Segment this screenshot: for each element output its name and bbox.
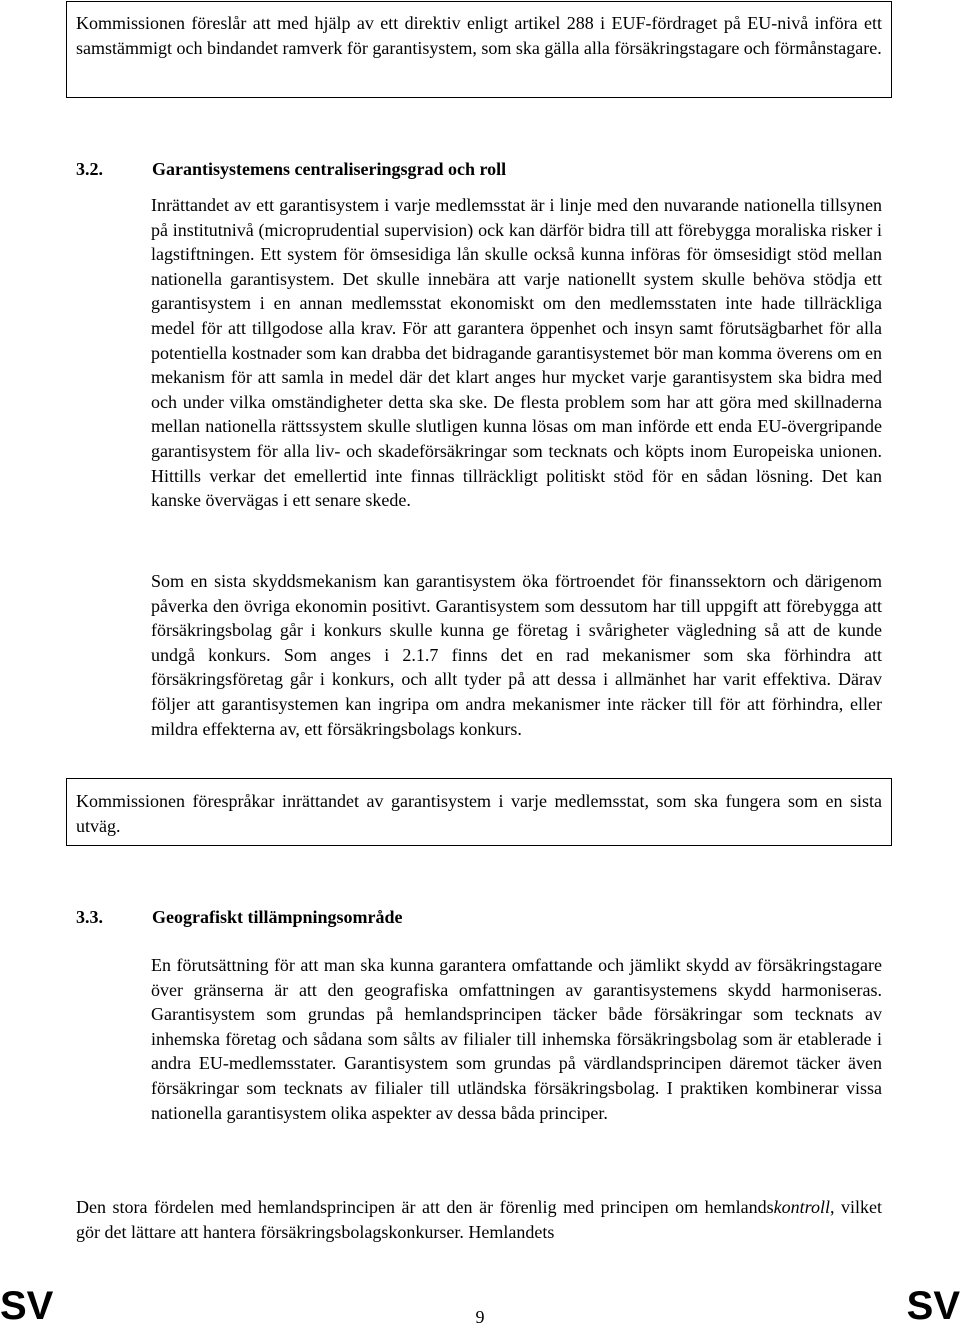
body-paragraph: En förutsättning för att man ska kunna garantera omfattande och jämlikt skydd av försäkringstagare över gränserna är att den geografiska omfattningen av garantisystemens skydd harmoniseras. Garantisystem som grundas på hemlandsprincipen täcker både försäkringar som tecknats av inhemska företag och sådana som sålts av filialer till inhemska försäkringsbolag som är etablerade i andra EU-medlemsstater. Garantisystem som grundas på värdlandsprincipen däremot täcker även försäkringar som tecknats av filialer till utländska försäkringsbolag. I praktiken kombinerar vissa nationella garantisystem olika aspekter av dessa båda principer.: [151, 955, 882, 1123]
proposal-text-middle: Kommissionen förespråkar inrättandet av garantisystem i varje medlemsstat, som ska fungera som en sista utväg.: [76, 791, 882, 836]
body-paragraph: Som en sista skyddsmekanism kan garantisystem öka förtroendet för finanssektorn och därigenom påverka den övriga ekonomin positivt. Garantisystem som dessutom har till uppgift att förebygga att försäkringsbolag går i konkurs skulle kunna ge företag i svårigheter vägledning så att de kunde undgå konkurs. Som anges i 2.1.7 finns det en rad mekanismer som ska förhindra att försäkringsföretag går i konkurs, och allt tyder på att dessa i allmänhet har varit effektiva. Därav följer att garantisystemen kan ingripa om andra mekanismer inte räcker till för att förhindra, eller mildra effekterna av, ett försäkringsbolags konkurs.: [151, 571, 882, 739]
proposal-text-top: Kommissionen föreslår att med hjälp av ett direktiv enligt artikel 288 i EUF-fördraget på EU-nivå införa ett samstämmigt och bindandet ramverk för garantisystem, som ska gälla alla försäkringstagare och förmånstagare.: [76, 13, 882, 58]
language-code-right: SV: [906, 1284, 960, 1328]
body-paragraph-continued: [76, 1195, 882, 1247]
proposal-box-top: [66, 1, 892, 98]
section-number: 3.3.: [76, 907, 103, 927]
paragraph-text-part: Den stora fördelen med hemlandsprincipen är att den är förenlig med principen om hemlands: [76, 1197, 774, 1217]
language-code-left: SV: [0, 1284, 54, 1328]
section-title: Geografiskt tillämpningsområde: [152, 907, 403, 927]
section-heading-3-3: [76, 905, 882, 931]
proposal-box-middle: [66, 778, 892, 846]
section-number: 3.2.: [76, 159, 103, 179]
section-title: Garantisystemens centraliseringsgrad och roll: [152, 159, 507, 179]
page-number: 9: [475, 1307, 485, 1327]
emphasized-word: kontroll: [773, 1197, 830, 1217]
paragraph-text-part: , vilket gör det lättare att hantera försäkringsbolagskonkurser. Hemlandets: [76, 1197, 882, 1242]
section-heading-3-2: [76, 157, 882, 183]
body-paragraph: Inrättandet av ett garantisystem i varje medlemsstat är i linje med den nuvarande nationella tillsynen på institutnivå (microprudential supervision) ock kan därför bidra till att förebygga moraliska risker i lagstiftningen. Ett system för ömsesidiga lån skulle också kunna införas för ömsesidigt stöd mellan nationella garantisystem. Det skulle innebära att varje nationellt system skulle behöva stödja ett garantisystem i en annan medlemsstat ekonomiskt om den medlemsstaten inte hade tillräckliga medel för att tillgodose alla krav. För att garantera öppenhet och insyn samt förutsägbarhet för alla potentiella kostnader som kan drabba det bidragande garantisystemet bör man komma överens om en mekanism för att samla in medel där det klart anges hur mycket varje garantisystem ska bidra med och under vilka omständigheter detta ska ske. De flesta problem som har att göra med skillnaderna mellan nationella rättssystem skulle slutligen kunna lösas om man införde ett enda EU-övergripande garantisystem för alla liv- och skadeförsäkringar som tecknats och köpts inom Europeiska unionen. Hittills verkar det emellertid inte finnas tillräckligt politiskt stöd för en sådan lösning. Det kan kanske övervägas i ett senare skede.: [151, 195, 882, 511]
